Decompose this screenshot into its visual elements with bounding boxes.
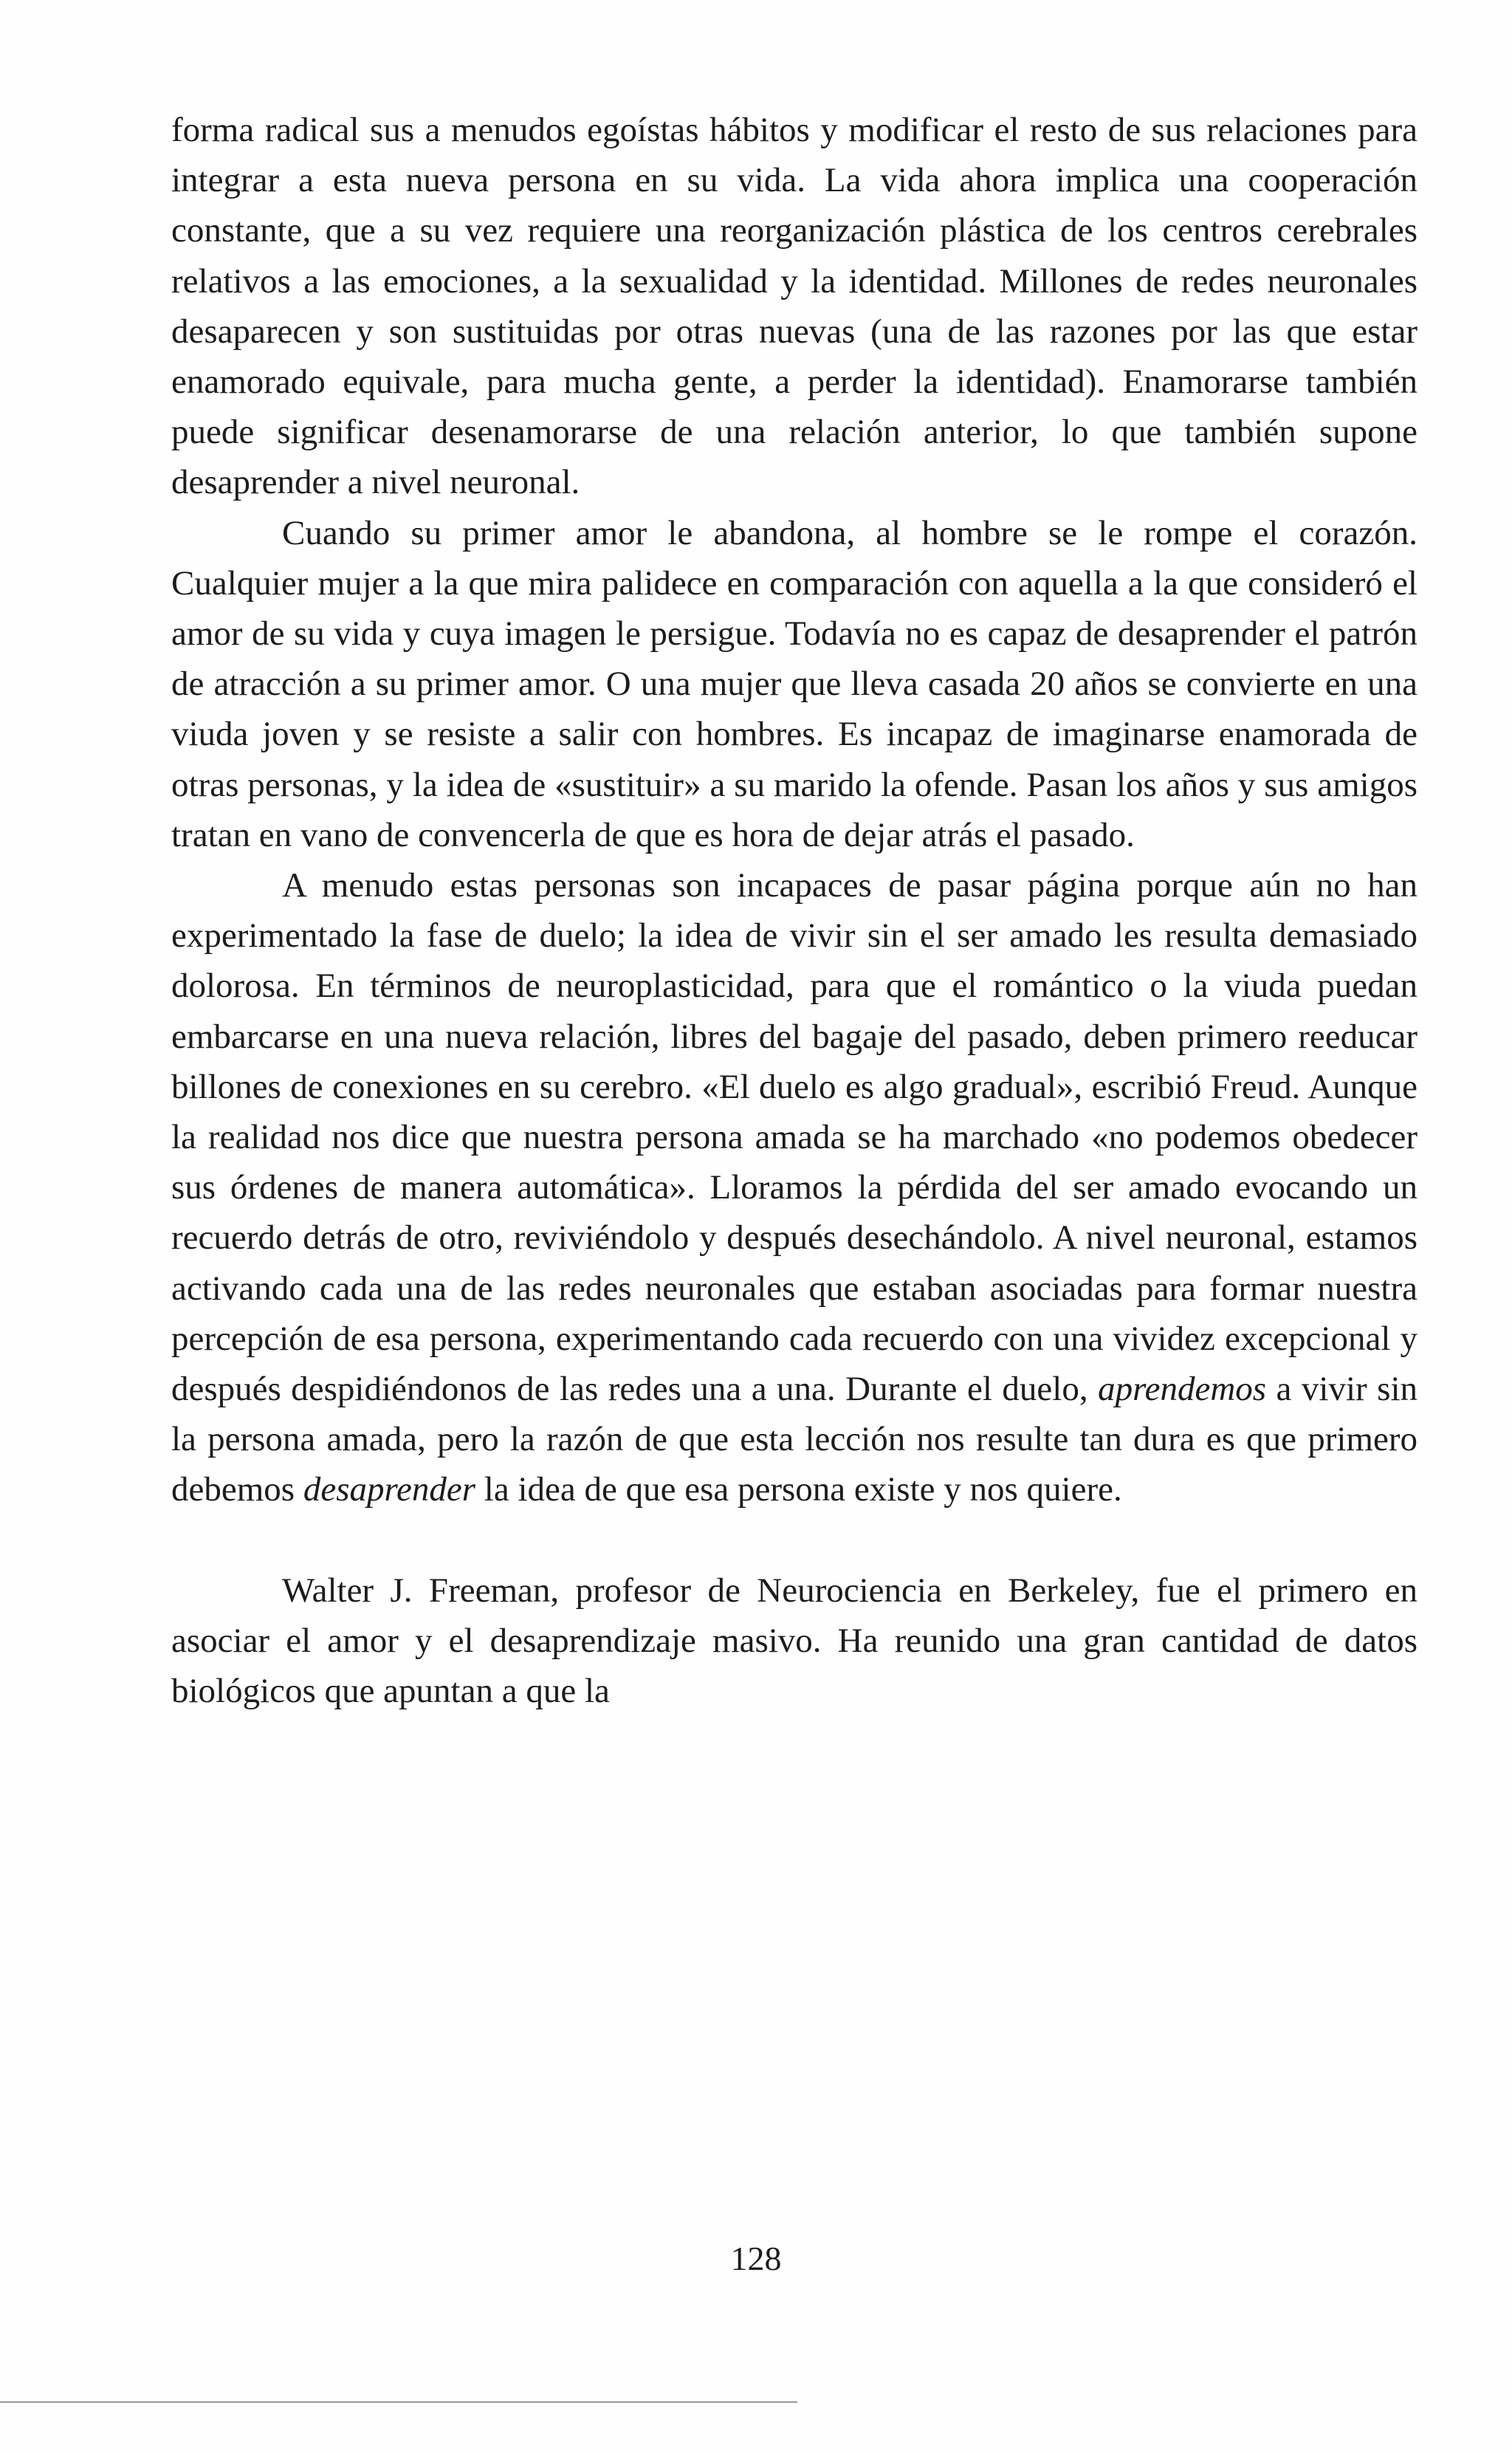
paragraph-text: la idea de que esa persona existe y nos quiere. (475, 1470, 1122, 1509)
scan-edge-rule (0, 2401, 797, 2403)
page-number: 128 (730, 2240, 782, 2277)
paragraph-1 (171, 105, 1418, 508)
body-text (171, 105, 1418, 1716)
paragraph-3 (171, 860, 1418, 1515)
paragraph-text: Cuando su primer amor le abandona, al hombre se le rompe el corazón. Cualquier mujer a la que mira palidece en comparación con aquella a la que consideró el amor de su vida y cuya imagen le persigue. Todavía no es capaz de desaprender el patrón de atracción a su primer amor. O una mujer que lleva casada 20 años se convierte en una viuda joven y se resiste a salir con hombres. Es incapaz de imaginarse enamorada de otras personas, y la idea de «sustituir» a su marido la ofende. Pasan los años y sus amigos tratan en vano de convencerla de que es hora de dejar atrás el pasado. (171, 513, 1418, 854)
paragraph-text: A menudo estas personas son incapaces de pasar página porque aún no han experimentado la fase de duelo; la idea de vivir sin el ser amado les resulta demasiado dolorosa. En términos de neuroplasticidad, para que el romántico o la viuda puedan embarcarse en una nueva relación, libres del bagaje del pasado, deben primero reeducar billones de conexiones en su cerebro. «El duelo es algo gradual», escribió Freud. Aunque la realidad nos dice que nuestra persona amada se ha marchado «no podemos obedecer sus órdenes de manera automática». Lloramos la pérdida del ser amado evocando un recuerdo detrás de otro, reviviéndolo y después desechándolo. A nivel neuronal, estamos activando cada una de las redes neuronales que estaban asociadas para formar nuestra percepción de esa persona, experimentando cada recuerdo con una vividez excepcional y después despidiéndonos de las redes una a una. Durante el duelo, (171, 866, 1418, 1409)
paragraph-text: forma radical sus a menudos egoístas hábitos y modificar el resto de sus relaciones para integrar a esta nueva persona en su vida. La vida ahora implica una cooperación constante, que a su vez requiere una reorganización plástica de los centros cerebrales relativos a las emociones, a la sexualidad y la identidad. Millones de redes neuronales desaparecen y son sustituidas por otras nuevas (una de las razones por las que estar enamorado equivale, para mucha gente, a perder la identidad). Enamorarse también puede significar desenamorarse de una relación anterior, lo que también supone desaprender a nivel neuronal. (171, 111, 1418, 502)
paragraph-text: Walter J. Freeman, profesor de Neurociencia en Berkeley, fue el primero en asociar el amor y el desaprendizaje masivo. Ha reunido una gran cantidad de datos biológicos que apuntan a que la (171, 1571, 1418, 1711)
italic-term: aprendemos (1098, 1370, 1267, 1409)
paragraph-2 (171, 508, 1418, 860)
italic-term: desaprender (303, 1470, 476, 1509)
paragraph-4 (171, 1565, 1418, 1717)
paragraph-text: a vivir sin la persona amada, pero la razón de que esta lección nos resulte tan dura es que primero debemos (171, 1370, 1418, 1509)
